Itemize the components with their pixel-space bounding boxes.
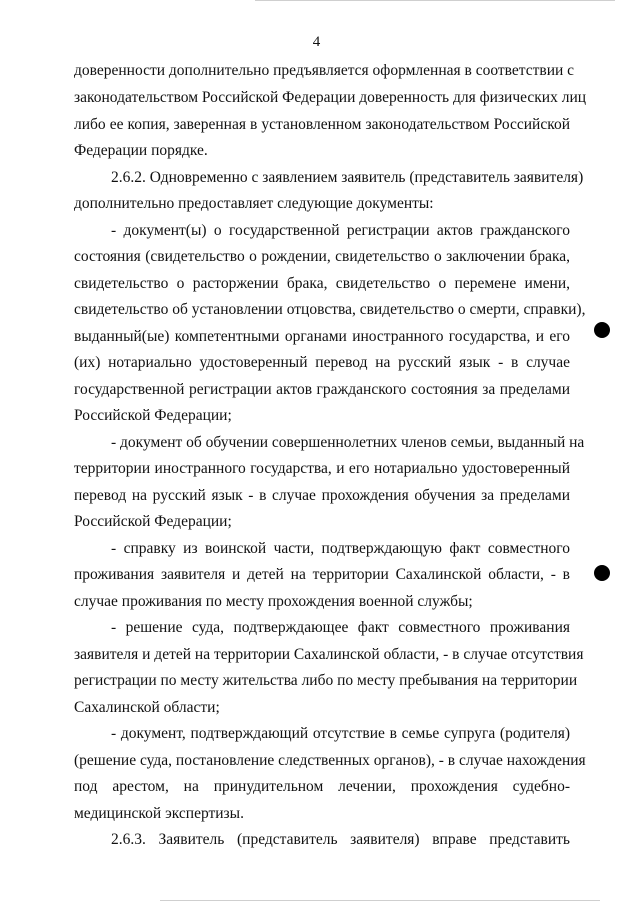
text-line: - документ, подтверждающий отсутствие в семье супруга (родителя) bbox=[111, 725, 570, 742]
text-line: дополнительно предоставляет следующие документы: bbox=[74, 195, 434, 212]
text-line: законодательством Российской Федерации доверенность для физических лиц bbox=[74, 89, 587, 106]
text-line: регистрации по месту жительства либо по месту пребывания на территории bbox=[74, 672, 578, 689]
text-line: либо ее копия, заверенная в установленном законодательством Российской bbox=[74, 116, 570, 133]
text-line: Федерации порядке. bbox=[74, 142, 208, 159]
text-line: (их) нотариально удостоверенный перевод на русский язык - в случае bbox=[74, 354, 570, 371]
text-line: заявителя и детей на территории Сахалинской области, - в случае отсутствия bbox=[74, 646, 584, 663]
text-line: под арестом, на принудительном лечении, прохождения судебно- bbox=[74, 778, 570, 795]
page-number: 4 bbox=[312, 34, 321, 50]
text-line: доверенности дополнительно предъявляется оформленная в соответствии с bbox=[74, 62, 575, 79]
text-line: случае проживания по месту прохождения военной службы; bbox=[74, 593, 473, 610]
text-line: свидетельство об установлении отцовства, свидетельство о смерти, справки), bbox=[74, 301, 586, 318]
scan-edge-bottom bbox=[160, 900, 600, 901]
text-line: выданный(ые) компетентными органами иностранного государства, и его bbox=[74, 328, 570, 345]
text-line: территории иностранного государства, и его нотариально удостоверенный bbox=[74, 460, 570, 477]
binder-hole-mark bbox=[594, 322, 610, 338]
text-line: Российской Федерации; bbox=[74, 513, 232, 530]
text-line: государственной регистрации актов гражданского состояния за пределами bbox=[74, 381, 570, 398]
text-line: Сахалинской области; bbox=[74, 699, 220, 716]
text-line: проживания заявителя и детей на территории Сахалинской области, - в bbox=[74, 566, 570, 583]
text-line: перевод на русский язык - в случае прохождения обучения за пределами bbox=[74, 487, 570, 504]
text-line: - решение суда, подтверждающее факт совместного проживания bbox=[111, 619, 570, 636]
binder-hole-mark bbox=[594, 565, 610, 581]
text-line: состояния (свидетельство о рождении, свидетельство о заключении брака, bbox=[74, 248, 570, 265]
scan-edge-top bbox=[255, 0, 615, 1]
text-line: 2.6.2. Одновременно с заявлением заявитель (представитель заявителя) bbox=[111, 169, 584, 186]
text-line: медицинской экспертизы. bbox=[74, 805, 244, 822]
text-line: свидетельство о расторжении брака, свидетельство о перемене имени, bbox=[74, 275, 570, 292]
text-line: 2.6.3. Заявитель (представитель заявителя) вправе представить bbox=[111, 831, 570, 848]
text-line: - документ об обучении совершеннолетних членов семьи, выданный на bbox=[111, 434, 585, 451]
text-line: (решение суда, постановление следственных органов), - в случае нахождения bbox=[74, 752, 586, 769]
text-line: - справку из воинской части, подтверждающую факт совместного bbox=[111, 540, 570, 557]
text-line: Российской Федерации; bbox=[74, 407, 232, 424]
text-line: - документ(ы) о государственной регистрации актов гражданского bbox=[111, 222, 570, 239]
